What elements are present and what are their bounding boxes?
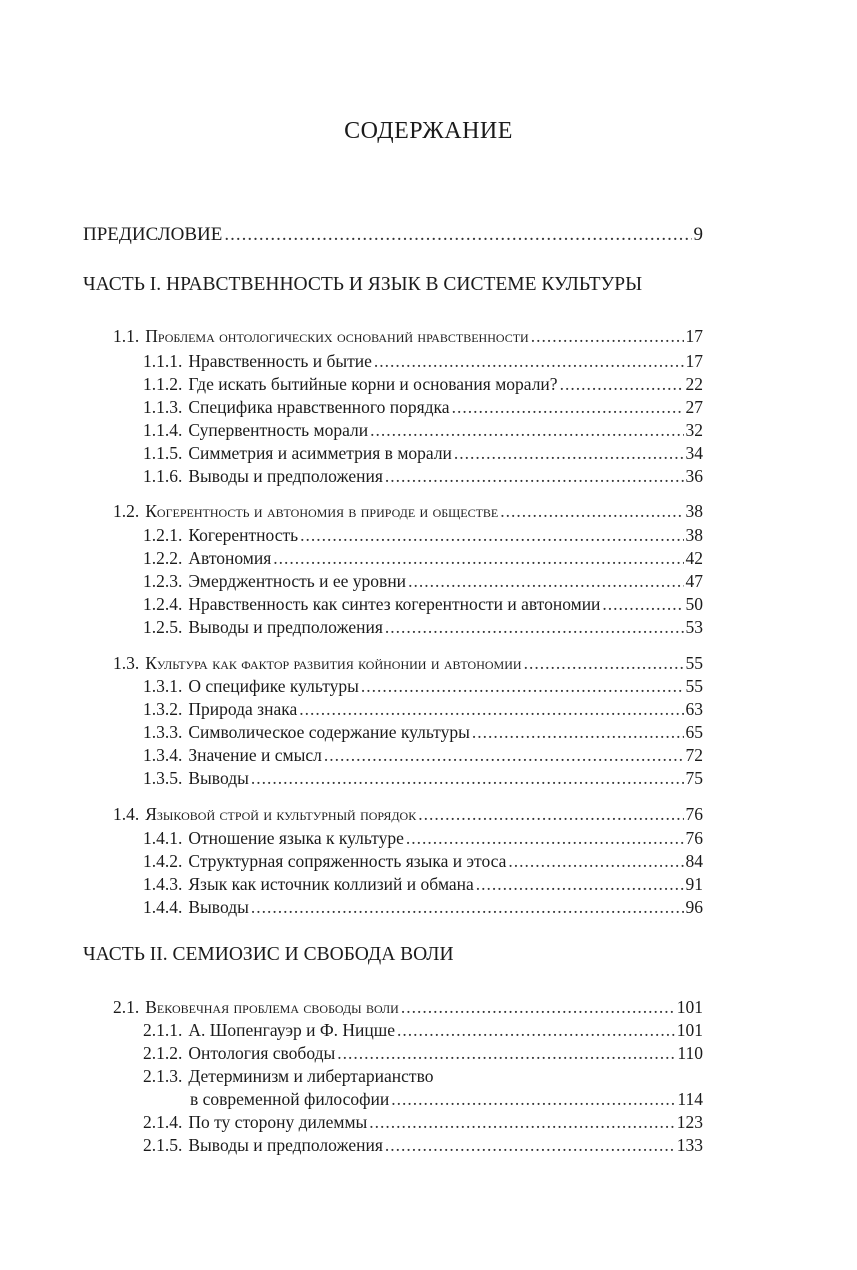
toc-subsection (143, 849, 703, 873)
section-label: Культура как фактор развития койнонии и автономии (145, 653, 522, 673)
subsection-label: Эмерджентность и ее уровни (188, 571, 407, 591)
leader-dots (418, 802, 683, 826)
subsection-page: 38 (685, 525, 703, 545)
toc-subsection (143, 464, 703, 488)
leader-dots (370, 418, 683, 442)
toc-subsection-continuation (190, 1087, 703, 1111)
subsection-number: 2.1.3. (143, 1066, 183, 1086)
subsection-label: Природа знака (188, 699, 298, 719)
toc-subsection (143, 1018, 703, 1042)
toc-subsection (143, 872, 703, 896)
subsection-label: Символическое содержание культуры (188, 722, 470, 742)
toc-subsection-first-line (143, 1064, 433, 1088)
leader-dots (337, 1041, 675, 1065)
part-2-heading: ЧАСТЬ II. СЕМИОЗИС И СВОБОДА ВОЛИ (83, 944, 454, 965)
toc-section-1-2 (113, 499, 703, 523)
page-title: СОДЕРЖАНИЕ (344, 118, 513, 144)
section-label: Проблема онтологических оснований нравственности (145, 326, 529, 346)
subsection-number: 2.1.4. (143, 1112, 183, 1132)
toc-section-1-3 (113, 651, 703, 675)
leader-dots (500, 499, 683, 523)
subsection-page: 55 (685, 676, 703, 696)
subsection-page: 110 (677, 1043, 703, 1063)
subsection-number: 1.4.1. (143, 828, 183, 848)
subsection-page: 75 (685, 768, 703, 788)
subsection-number: 1.2.3. (143, 571, 183, 591)
toc-section-1-1 (113, 324, 703, 348)
subsection-label: А. Шопенгауэр и Ф. Ницше (188, 1020, 396, 1040)
subsection-label: Супервентность морали (188, 420, 369, 440)
toc-subsection (143, 1110, 703, 1134)
leader-dots (374, 349, 684, 373)
subsection-page: 53 (685, 617, 703, 637)
subsection-page: 76 (685, 828, 703, 848)
leader-dots (531, 324, 684, 348)
subsection-page: 34 (685, 443, 703, 463)
leader-dots (251, 895, 684, 919)
subsection-page: 84 (685, 851, 703, 871)
toc-section-1-4 (113, 802, 703, 826)
section-number: 2.1. (113, 997, 140, 1017)
subsection-label: О специфике культуры (188, 676, 359, 696)
leader-dots (408, 569, 683, 593)
subsection-number: 2.1.2. (143, 1043, 183, 1063)
subsection-number: 1.1.4. (143, 420, 183, 440)
toc-subsection (143, 592, 703, 616)
subsection-number: 1.3.2. (143, 699, 183, 719)
subsection-number: 1.2.4. (143, 594, 183, 614)
leader-dots (369, 1110, 674, 1134)
subsection-label: Выводы и предположения (188, 617, 383, 637)
subsection-page: 72 (685, 745, 703, 765)
section-label: Вековечная проблема свободы воли (145, 997, 399, 1017)
leader-dots (251, 766, 684, 790)
leader-dots (406, 826, 684, 850)
leader-dots (391, 1087, 675, 1111)
subsection-label: Выводы и предположения (188, 1135, 383, 1155)
subsection-label: Значение и смысл (188, 745, 322, 765)
subsection-number: 1.4.3. (143, 874, 183, 894)
subsection-page: 63 (685, 699, 703, 719)
subsection-number: 1.2.1. (143, 525, 183, 545)
subsection-page: 65 (685, 722, 703, 742)
leader-dots (385, 1133, 675, 1157)
subsection-number: 1.4.4. (143, 897, 183, 917)
subsection-number: 1.2.5. (143, 617, 183, 637)
subsection-label: Онтология свободы (188, 1043, 336, 1063)
toc-subsection (143, 523, 703, 547)
toc-subsection (143, 697, 703, 721)
subsection-label: Отношение языка к культуре (188, 828, 404, 848)
subsection-number: 1.1.5. (143, 443, 183, 463)
subsection-page: 22 (685, 374, 703, 394)
section-number: 1.4. (113, 804, 140, 824)
subsection-label: Выводы и предположения (188, 466, 383, 486)
leader-dots (224, 223, 691, 247)
subsection-label: По ту сторону дилеммы (188, 1112, 368, 1132)
leader-dots (508, 849, 683, 873)
subsection-number: 1.2.2. (143, 548, 183, 568)
subsection-label: Выводы (188, 897, 249, 917)
subsection-number: 1.1.6. (143, 466, 183, 486)
subsection-number: 2.1.1. (143, 1020, 183, 1040)
section-label: Когерентность и автономия в природе и обществе (145, 501, 499, 521)
subsection-page: 101 (676, 1020, 703, 1040)
leader-dots (361, 674, 684, 698)
leader-dots (454, 441, 684, 465)
subsection-number: 1.3.4. (143, 745, 183, 765)
subsection-number: 1.3.1. (143, 676, 183, 696)
toc-section-2-1 (113, 995, 703, 1019)
subsection-number: 1.4.2. (143, 851, 183, 871)
leader-dots (524, 651, 684, 675)
toc-subsection (143, 395, 703, 419)
subsection-page: 114 (677, 1089, 703, 1109)
subsection-page: 91 (685, 874, 703, 894)
toc-subsection (143, 546, 703, 570)
subsection-label: Когерентность (188, 525, 299, 545)
toc-subsection (143, 1041, 703, 1065)
leader-dots (300, 523, 683, 547)
leader-dots (385, 464, 684, 488)
leader-dots (472, 720, 684, 744)
section-number: 1.1. (113, 326, 140, 346)
subsection-page: 96 (685, 897, 703, 917)
subsection-page: 47 (685, 571, 703, 591)
subsection-number: 1.1.1. (143, 351, 183, 371)
section-number: 1.3. (113, 653, 140, 673)
toc-subsection (143, 826, 703, 850)
subsection-page: 50 (685, 594, 703, 614)
section-number: 1.2. (113, 501, 140, 521)
toc-subsection (143, 349, 703, 373)
section-page: 101 (676, 997, 703, 1017)
subsection-label: Где искать бытийные корни и основания морали? (188, 374, 558, 394)
subsection-page: 27 (685, 397, 703, 417)
subsection-label: Детерминизм и либертарианство (188, 1066, 434, 1086)
toc-subsection (143, 372, 703, 396)
subsection-number: 1.3.5. (143, 768, 183, 788)
subsection-label: Выводы (188, 768, 249, 788)
leader-dots (560, 372, 684, 396)
toc-subsection (143, 615, 703, 639)
section-page: 17 (685, 326, 703, 346)
subsection-page: 133 (676, 1135, 703, 1155)
toc-subsection (143, 766, 703, 790)
subsection-label-continuation: в современной философии (190, 1089, 390, 1109)
leader-dots (385, 615, 684, 639)
toc-subsection (143, 1133, 703, 1157)
subsection-page: 36 (685, 466, 703, 486)
subsection-label: Нравственность и бытие (188, 351, 372, 371)
toc-subsection (143, 418, 703, 442)
section-page: 38 (685, 501, 703, 521)
toc-subsection (143, 720, 703, 744)
subsection-page: 17 (685, 351, 703, 371)
subsection-label: Структурная сопряженность языка и этоса (188, 851, 507, 871)
subsection-number: 1.1.2. (143, 374, 183, 394)
leader-dots (602, 592, 683, 616)
subsection-label: Язык как источник коллизий и обмана (188, 874, 474, 894)
leader-dots (397, 1018, 675, 1042)
toc-entry-label: ПРЕДИСЛОВИЕ (83, 224, 223, 245)
leader-dots (401, 995, 675, 1019)
toc-subsection (143, 895, 703, 919)
subsection-number: 1.3.3. (143, 722, 183, 742)
section-page: 55 (685, 653, 703, 673)
subsection-label: Специфика нравственного порядка (188, 397, 450, 417)
toc-subsection (143, 674, 703, 698)
subsection-label: Симметрия и асимметрия в морали (188, 443, 452, 463)
section-label: Языковой строй и культурный порядок (145, 804, 417, 824)
toc-entry-preface (83, 223, 703, 247)
toc-subsection (143, 743, 703, 767)
subsection-page: 42 (685, 548, 703, 568)
toc-subsection (143, 569, 703, 593)
subsection-number: 1.1.3. (143, 397, 183, 417)
toc-subsection (143, 441, 703, 465)
subsection-label: Нравственность как синтез когерентности и автономии (188, 594, 601, 614)
toc-entry-page: 9 (693, 224, 703, 245)
part-1-heading: ЧАСТЬ I. НРАВСТВЕННОСТЬ И ЯЗЫК В СИСТЕМЕ КУЛЬТУРЫ (83, 274, 643, 295)
leader-dots (299, 697, 683, 721)
leader-dots (452, 395, 684, 419)
leader-dots (273, 546, 683, 570)
subsection-page: 123 (676, 1112, 703, 1132)
section-page: 76 (685, 804, 703, 824)
subsection-number: 2.1.5. (143, 1135, 183, 1155)
subsection-label: Автономия (188, 548, 272, 568)
leader-dots (324, 743, 684, 767)
leader-dots (476, 872, 684, 896)
subsection-page: 32 (685, 420, 703, 440)
